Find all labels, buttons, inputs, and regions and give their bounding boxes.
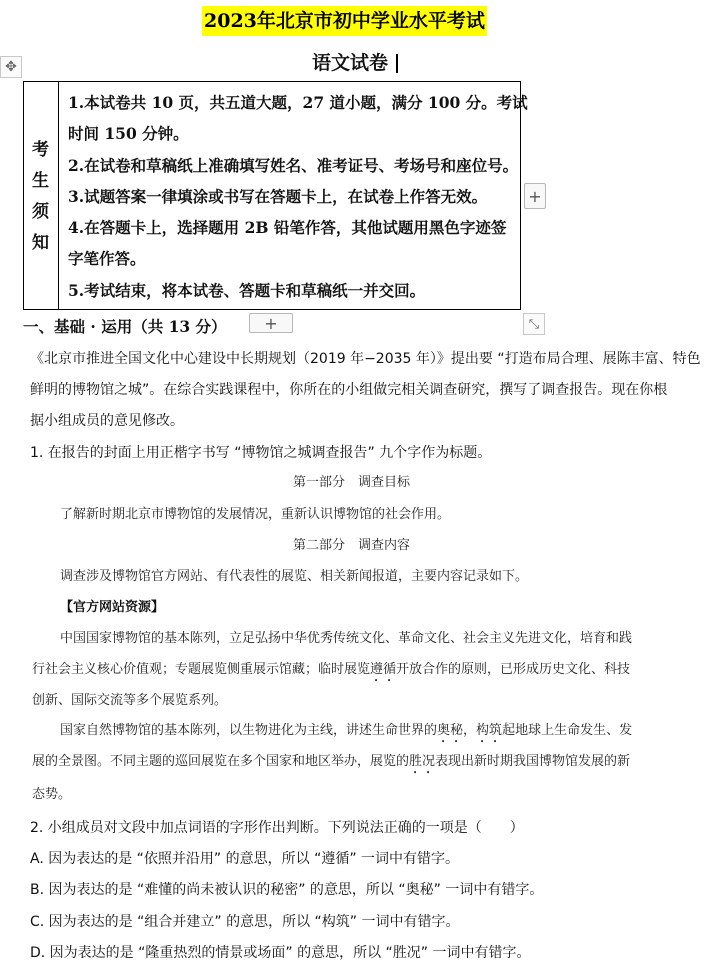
notice-line: 字笔作答。 [68, 249, 146, 268]
resize-icon[interactable]: ⤡ [523, 313, 545, 335]
notice-label-char: 考 [32, 140, 49, 160]
section-heading: 一、基础 · 运用（共 13 分） [23, 317, 227, 336]
notice-line: 1.本试卷共 10 页，共五道大题，27 道小题，满分 100 分。考试 [68, 93, 528, 112]
report-text: 起地球上生命发生、发 [502, 723, 633, 738]
report-text: 开放合作的原则，已形成历史文化、科技 [396, 662, 631, 677]
report-text: ， [463, 723, 477, 738]
report-text: 国家自然博物馆的基本陈列，以生物进化为主线，讲述生命世界的 [60, 723, 438, 738]
intro-line: 《北京市推进全国文化中心建设中长期规划（2019 年−2035 年）》提出要 “打造布局合理、展陈丰富、特色 [30, 351, 701, 367]
report-para1-line [32, 661, 630, 685]
notice-label-char: 须 [32, 202, 49, 222]
option-a: A. 因为表达的是 “依照并沿用” 的意思，所以 “遵循” 一词中有错字。 [30, 851, 460, 867]
report-part2-title: 第二部分 调查内容 [293, 538, 411, 553]
report-para1-line: 创新、国际交流等多个展览系列。 [32, 693, 228, 708]
report-para2-line [60, 722, 632, 746]
dotted-word: 遵循 [370, 662, 397, 677]
intro-line: 据小组成员的意见修改。 [30, 413, 184, 429]
notice-line: 2.在试卷和草稿纸上准确填写姓名、准考证号、考场号和座位号。 [68, 156, 519, 175]
option-c: C. 因为表达的是 “组合并建立” 的意思，所以 “构筑” 一词中有错字。 [30, 914, 460, 930]
report-para2-line: 态势。 [32, 787, 72, 802]
notice-line: 5.考试结束，将本试卷、答题卡和草稿纸一并交回。 [68, 281, 426, 300]
notice-line: 时间 150 分钟。 [68, 124, 189, 143]
question-2: 2. 小组成员对文段中加点词语的字形作出判断。下列说法正确的一项是（ ） [30, 820, 524, 836]
dotted-word: 胜况 [409, 754, 436, 769]
question-1: 1. 在报告的封面上用正楷字书写 “博物馆之城调查报告” 九个字作为标题。 [30, 445, 492, 461]
exam-title: 2023年北京市初中学业水平考试 [202, 6, 487, 36]
report-text: 展的全景图。不同主题的巡回展览在多个国家和地区举办，展览的 [32, 754, 410, 769]
dotted-word: 构筑 [476, 723, 503, 738]
report-text: 行社会主义核心价值观；专题展览侧重展示馆藏；临时展览 [32, 662, 371, 677]
text-cursor [396, 54, 398, 73]
intro-line: 鲜明的博物馆之城”。在综合实践课程中，你所在的小组做完相关调查研究，撰写了调查报告。现在你根 [30, 382, 668, 398]
paper-subtitle: 语文试卷 [312, 52, 389, 74]
notice-line: 4.在答题卡上，选择题用 2B 铅笔作答，其他试题用黑色字迹签 [68, 218, 507, 237]
notice-line: 3.试题答案一律填涂或书写在答题卡上，在试卷上作答无效。 [68, 187, 488, 206]
report-text: 表现出新时期我国博物馆发展的新 [435, 754, 631, 769]
dotted-word: 奥秘 [437, 723, 464, 738]
option-b: B. 因为表达的是 “难懂的尚未被认识的秘密” 的意思，所以 “奥秘” 一词中有错字。 [30, 882, 544, 898]
report-part1-title: 第一部分 调查目标 [293, 475, 411, 490]
notice-table [23, 81, 528, 310]
move-icon[interactable]: ✥ [0, 56, 22, 78]
notice-label-char: 生 [32, 171, 49, 191]
report-para1-line: 中国国家博物馆的基本陈列，立足弘扬中华优秀传统文化、革命文化、社会主义先进文化，培育和践 [60, 631, 633, 646]
notice-label-column [24, 82, 59, 309]
notice-label-char: 知 [32, 233, 49, 253]
report-para2-line [32, 753, 630, 777]
report-part1-text: 了解新时期北京市博物馆的发展情况，重新认识博物馆的社会作用。 [60, 507, 451, 522]
add-row-button[interactable]: + [249, 313, 293, 333]
add-column-button[interactable]: + [524, 183, 546, 209]
option-d: D. 因为表达的是 “隆重热烈的情景或场面” 的意思，所以 “胜况” 一词中有错字。 [30, 945, 531, 961]
report-resource-label: 【官方网站资源】 [60, 600, 165, 615]
report-part2-text: 调查涉及博物馆官方网站、有代表性的展览、相关新闻报道，主要内容记录如下。 [60, 569, 529, 584]
